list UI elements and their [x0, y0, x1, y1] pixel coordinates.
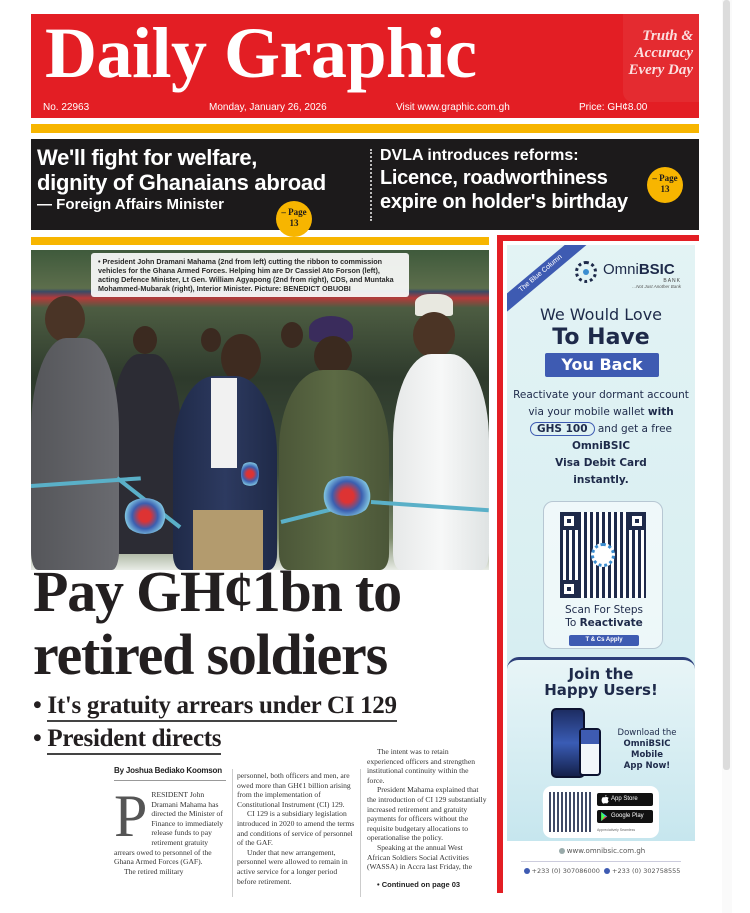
teaser-foreign-affairs[interactable]: We'll fight for welfare, dignity of Ghanaians abroad — Foreign Affairs Minister	[37, 145, 357, 215]
ad-headline-1: We Would Love	[539, 305, 663, 324]
ribbon-bow-shape	[321, 476, 373, 516]
website-link[interactable]: Visit www.graphic.com.gh	[396, 102, 510, 113]
person-shape	[221, 334, 261, 382]
person-shape	[393, 354, 489, 570]
masthead-title: Daily Graphic	[45, 14, 477, 93]
ad-headline-2: To Have	[552, 325, 650, 350]
store-links-card: App Store Google Play Appreciatively Seamless	[543, 786, 659, 838]
blue-column-ribbon: The Blue Column	[507, 245, 591, 318]
app-store-button[interactable]: App Store	[597, 793, 653, 806]
page-badge[interactable]: – Page 13	[647, 167, 683, 203]
newspaper-front-page	[31, 14, 699, 904]
person-shape	[281, 322, 303, 348]
omnibsic-advertisement[interactable]	[497, 235, 699, 893]
column-rule	[232, 769, 233, 897]
ad-phone-numbers: +233 (0) 307086000 +233 (0) 302758555	[507, 867, 695, 875]
lead-photo	[31, 250, 489, 570]
photo-caption: • President John Dramani Mahama (2nd from left) cutting the ribbon to commission vehicles for the Ghana Armed Forces. Helping him are Dr Cassiel Ato Forson (left), acting Defence Minister, Lt Gen. William Agyapong (2nd from right), CDS, and Muntaka Mohammed-Mubarak (right), Interior Minister. Picture: BENEDICT OBUOBI	[91, 253, 409, 297]
reactivate-qr-card[interactable]	[543, 501, 663, 649]
continued-link[interactable]: • Continued on page 03	[377, 880, 461, 889]
divider-band	[31, 237, 489, 245]
terms-badge: T & Cs Apply	[569, 635, 639, 646]
qr-code-icon[interactable]	[560, 512, 646, 598]
ad-body-text: Reactivate your dormant account via your mobile wallet with GHS 100 and get a free OmniBSIC Visa Debit Card instantly.	[513, 389, 689, 486]
scrollbar-thumb[interactable]	[723, 0, 730, 770]
divider-band	[31, 124, 699, 133]
teaser-dvla[interactable]: DVLA introduces reforms: Licence, roadworthiness expire on holder's birthday	[380, 147, 628, 213]
omnibsic-logo-icon	[575, 261, 597, 283]
ad-panel	[507, 245, 695, 841]
article-column-2: personnel, both officers and men, are owed more than GH¢1 billion arising from the implementation of Constitutional Instrument (CI) 129. CI 129 is a subsidiary legislation introduced in 2020 to amend the terms and conditions of service of personnel of the GAF. Under that new arrangement, personnel were allowed to remain in active service for a longer period before retirement.	[237, 771, 355, 886]
download-app-text: Download the OmniBSIC Mobile App Now!	[617, 728, 677, 771]
globe-icon	[559, 848, 565, 854]
qr-code-icon[interactable]	[549, 792, 591, 832]
phone-icon	[524, 868, 530, 874]
person-shape	[413, 312, 455, 358]
byline: By Joshua Bediako Koomson	[114, 766, 226, 781]
subhead-president-directs: • President directs	[33, 725, 221, 753]
person-shape	[133, 326, 157, 354]
dropcap: P	[114, 783, 148, 849]
happy-users-title: Join the Happy Users!	[544, 665, 658, 699]
teaser-bar	[31, 139, 699, 230]
ribbon-bow-shape	[241, 460, 259, 488]
issue-number: No. 22963	[43, 102, 90, 113]
ad-headline-3: You Back	[545, 353, 659, 377]
qr-instructions: Scan For Steps To Reactivate	[565, 604, 643, 629]
article-column-3: The intent was to retain experienced officers and strengthen institutional continuity within the force. President Mahama explained that the introduction of CI 129 substantially increased retirement and gratuity payments for officers without the requisite budgetary allocations to operationalise the policy. Speaking at the annual West African Soldiers Social Activities (WASSA) in Accra last Friday, the	[367, 747, 487, 872]
masthead-motto: Truth & Accuracy Every Day	[628, 28, 693, 78]
masthead	[31, 14, 699, 118]
article-column-1: P RESIDENT John Dramani Mahama has directed the Minister of Finance to immediately release funds to pay retirement gratuity arrears owed to personnel of the Ghana Armed Forces (GAF). The retired military	[114, 783, 224, 876]
apple-icon	[601, 795, 609, 804]
person-shape	[201, 328, 221, 352]
phone-icon	[604, 868, 610, 874]
column-rule	[360, 769, 361, 897]
cover-price: Price: GH¢8.00	[579, 102, 648, 113]
ribbon-bow-shape	[123, 498, 167, 534]
person-shape	[279, 370, 389, 570]
subhead-gratuity: • It's gratuity arrears under CI 129	[33, 692, 397, 720]
phone-mockup-icon	[579, 728, 601, 776]
app-download-card	[507, 657, 695, 841]
teaser-divider	[370, 149, 372, 221]
person-shape	[31, 338, 119, 570]
teaser-attribution: — Foreign Affairs Minister	[37, 196, 224, 213]
google-play-icon	[601, 812, 609, 821]
amount-badge: GHS 100	[530, 422, 595, 436]
lead-headline[interactable]: Pay GH¢1bn to retired soldiers	[33, 559, 401, 687]
page-badge[interactable]: – Page 13	[276, 201, 312, 237]
issue-date: Monday, January 26, 2026	[209, 102, 327, 113]
google-play-button[interactable]: Google Play	[597, 810, 653, 823]
person-shape	[211, 378, 237, 468]
ad-website[interactable]: www.omnibsic.com.gh	[507, 847, 695, 855]
omnibsic-logo: OmniBSIC BANK ...Not Just Another Bank	[575, 259, 685, 289]
person-shape	[45, 296, 85, 342]
